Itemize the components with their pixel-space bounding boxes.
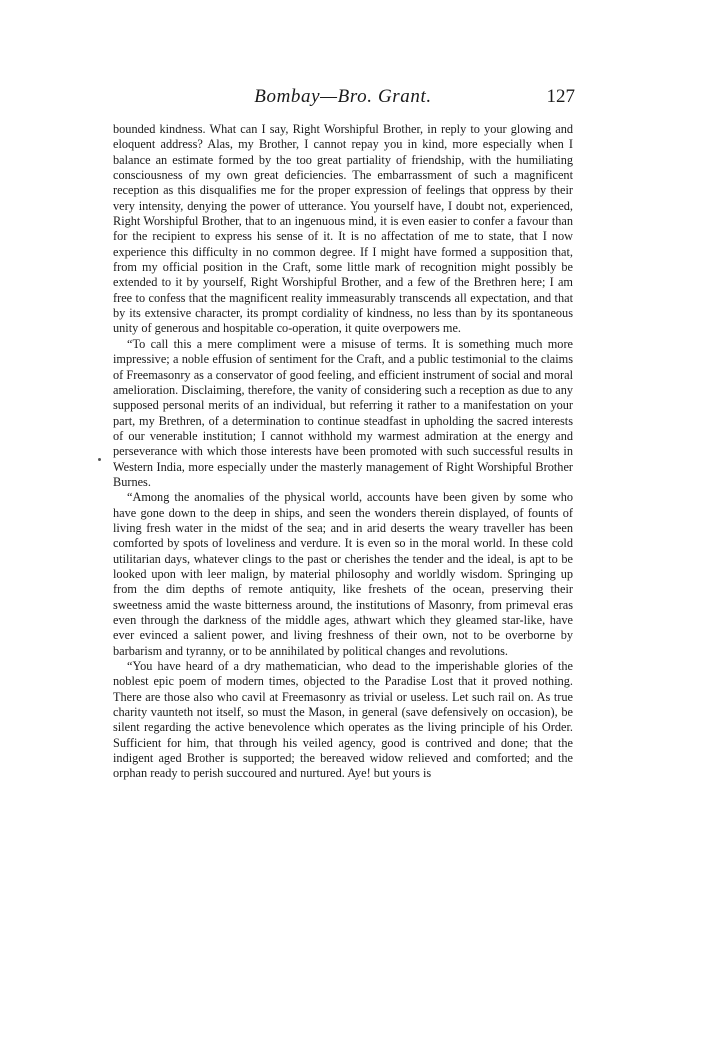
paragraph-3: “Among the anomalies of the physical world, accounts have been given by some who have gone down to the deep in ships, and seen the wonders therein displayed, of founts of living fresh water in the midst of the sea; and in arid deserts the weary traveller has been comforted by spots of loveliness and verdure. It is even so in the moral world. In these cold utilitarian days, whatever clings to the past or cherishes the tender and the ideal, is apt to be looked upon with leer malign, by material philosophy and worldly wisdom. Springing up from the dim depths of remote antiquity, like freshets of the ocean, preserving their sweetness amid the waste bitterness around, the institutions of Masonry, from primeval eras even through the darkness of the middle ages, athwart which they gleamed star-like, have ever evinced a salient power, and living freshness of their own, not to be overborne by barbarism and tyranny, or to be annihilated by political changes and revolutions. xyxy=(113,490,573,658)
paragraph-1: bounded kindness. What can I say, Right Worshipful Brother, in reply to your glowing and eloquent address? Alas, my Brother, I cannot repay you in kind, more especially when I balance an estimate formed by the too great partiality of friendship, with the humiliating consciousness of my own great deficiencies. The embarrassment of such a magnificent reception as this disqualifies me for the proper expression of feelings that oppress by their very intensity, denying the power of utterance. You yourself have, I doubt not, experienced, Right Worshipful Brother, that to an ingenuous mind, it is even easier to confer a favour than for the recipient to express his sense of it. It is no affectation of me to state, that I now experience this difficulty in no common degree. If I might have formed a supposition that, from my official position in the Craft, some little mark of recognition might possibly be extended to it by yourself, Right Worshipful Brother, and a few of the Brethren here; I am free to confess that the magnificent reality immeasurably transcends all expectation, and that by its extensive character, its prompt cordiality of kindness, no less than by its spontaneous unity of generous and hospitable co-operation, it quite overpowers me. xyxy=(113,122,573,336)
margin-mark xyxy=(98,458,101,461)
body-text xyxy=(113,122,573,782)
running-head xyxy=(113,86,573,110)
running-title: Bombay—Bro. Grant. xyxy=(254,86,432,107)
paragraph-4: “You have heard of a dry mathematician, who dead to the imperishable glories of the noblest epic poem of modern times, objected to the Paradise Lost that it proved nothing. There are those also who cavil at Freemasonry as trivial or useless. Let such rail on. As true charity vaunteth not itself, so must the Mason, in general (save defensively on occasion), be silent regarding the active benevolence which operates as the living principle of his Order. Sufficient for him, that through his veiled agency, good is contrived and done; that the indigent aged Brother is supported; the bereaved widow relieved and comforted; and the orphan ready to perish succoured and nurtured. Aye! but yours is xyxy=(113,659,573,781)
paragraph-2: “To call this a mere compliment were a misuse of terms. It is something much more impressive; a noble effusion of sentiment for the Craft, and a public testimonial to the claims of Freemasonry as a conservator of good feeling, and efficient instrument of social and moral amelioration. Disclaiming, therefore, the vanity of considering such a reception as due to any supposed personal merits of an individual, but referring it rather to a manifestation on your part, my Brethren, of a determination to continue steadfast in upholding the sacred interests of our venerable institution; I cannot withhold my warmest admiration at the energy and perseverance with which those interests have been promoted with such successful results in Western India, more especially under the masterly management of Right Worshipful Brother Burnes. xyxy=(113,336,573,489)
page-number: 127 xyxy=(546,86,575,107)
